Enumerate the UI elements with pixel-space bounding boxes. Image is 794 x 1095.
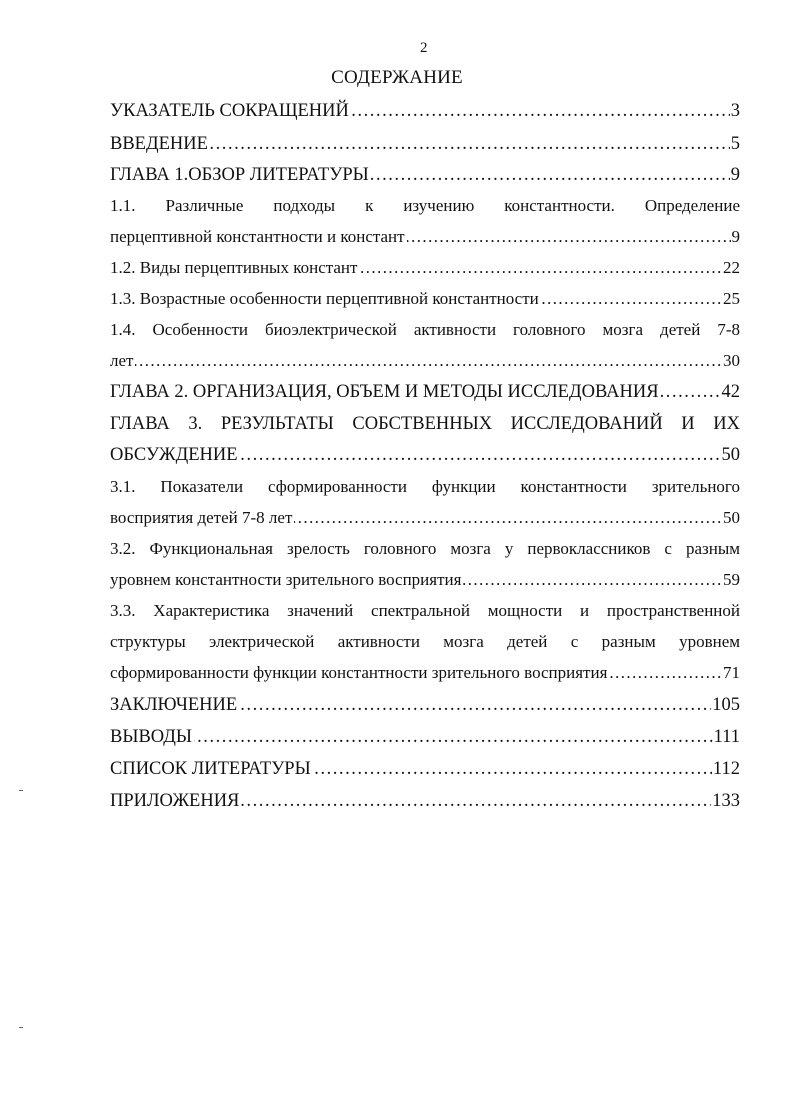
toc-entry-page: 30 (722, 348, 740, 374)
toc-entry-section-3-1 (110, 505, 740, 531)
page-title: СОДЕРЖАНИЕ (331, 67, 463, 88)
toc-entry-title: 1.3. Возрастные особенности перцептивной константности (110, 286, 541, 312)
toc-entry-title: ГЛАВА 1.ОБЗОР ЛИТЕРАТУРЫ (110, 162, 371, 188)
page-number: 2 (420, 40, 428, 56)
toc-entry-references (110, 756, 740, 782)
toc-entry-title: ПРИЛОЖЕНИЯ (110, 788, 241, 814)
toc-entry-chapter-3-line-1: ГЛАВА 3. РЕЗУЛЬТАТЫ СОБСТВЕННЫХ ИССЛЕДОВАНИЙ И ИХ (110, 414, 740, 434)
toc-entry-findings (110, 724, 740, 750)
toc-entry-section-3-1-line-1: 3.1. Показатели сформированности функции константности зрительного (110, 477, 740, 496)
toc-entry-chapter-1 (110, 162, 740, 188)
toc-entry-title: ГЛАВА 2. ОРГАНИЗАЦИЯ, ОБЪЕМ И МЕТОДЫ ИССЛЕДОВАНИЯ (110, 379, 661, 405)
toc-entry-chapter-2 (110, 379, 740, 405)
toc-entry-section-3-3-line-1: 3.3. Характеристика значений спектральной мощности и пространственной (110, 601, 740, 620)
toc-entry-page: 105 (711, 692, 740, 718)
toc-entry-page: 59 (722, 567, 740, 593)
toc-entry-title: сформированности функции константности зрительного восприятия (110, 660, 609, 686)
toc-entry-introduction (110, 131, 740, 157)
toc-entry-page: 42 (721, 379, 741, 405)
toc-entry-title: 1.2. Виды перцептивных констант (110, 255, 359, 281)
toc-entry-page: 9 (730, 162, 740, 188)
toc-entry-page: 25 (722, 286, 740, 312)
scan-artifact-mark (19, 1027, 23, 1028)
toc-entry-section-1-3 (110, 286, 740, 312)
toc-entry-page: 111 (713, 724, 740, 750)
toc-entry-title: восприятия детей 7-8 лет (110, 505, 294, 531)
toc-entry-abbreviations (110, 98, 740, 124)
toc-entry-page: 3 (730, 98, 740, 124)
toc-entry-page: 50 (721, 442, 741, 468)
toc-entry-page: 133 (711, 788, 740, 814)
toc-entry-section-3-2 (110, 567, 740, 593)
toc-entry-page: 112 (712, 756, 740, 782)
toc-entry-section-1-2 (110, 255, 740, 281)
toc-entry-chapter-3 (110, 442, 740, 468)
toc-entry-page: 71 (722, 660, 740, 686)
toc-entry-conclusion (110, 692, 740, 718)
toc-entry-section-1-4-line-1: 1.4. Особенности биоэлектрической активности головного мозга детей 7-8 (110, 320, 740, 339)
toc-entry-title: СПИСОК ЛИТЕРАТУРЫ (110, 756, 313, 782)
toc-entry-title: перцептивной константности и констант (110, 224, 407, 250)
toc-entry-page: 9 (731, 224, 741, 250)
toc-entry-section-1-4 (110, 348, 740, 374)
toc-entry-section-1-1-line-1: 1.1. Различные подходы к изучению константности. Определение (110, 196, 740, 215)
toc-entry-title: ЗАКЛЮЧЕНИЕ (110, 692, 239, 718)
toc-entry-title: уровнем константности зрительного восприятия (110, 567, 463, 593)
toc-entry-title: лет (110, 348, 135, 374)
toc-entry-section-3-3-line-2: структуры электрической активности мозга детей с разным уровнем (110, 632, 740, 651)
toc-entry-section-1-1 (110, 224, 740, 250)
toc-entry-title: ОБСУЖДЕНИЕ (110, 442, 240, 468)
toc-entry-page: 50 (722, 505, 740, 531)
toc-entry-section-3-3 (110, 660, 740, 686)
toc-entry-section-3-2-line-1: 3.2. Функциональная зрелость головного мозга у первоклассников с разным (110, 539, 740, 558)
toc-entry-appendices (110, 788, 740, 814)
toc-entry-title: ВЫВОДЫ (110, 724, 194, 750)
toc-entry-title: УКАЗАТЕЛЬ СОКРАЩЕНИЙ (110, 98, 351, 124)
scan-artifact-mark (19, 790, 23, 791)
toc-entry-page: 5 (730, 131, 740, 157)
toc-entry-title: ВВЕДЕНИЕ (110, 131, 210, 157)
toc-entry-page: 22 (722, 255, 740, 281)
